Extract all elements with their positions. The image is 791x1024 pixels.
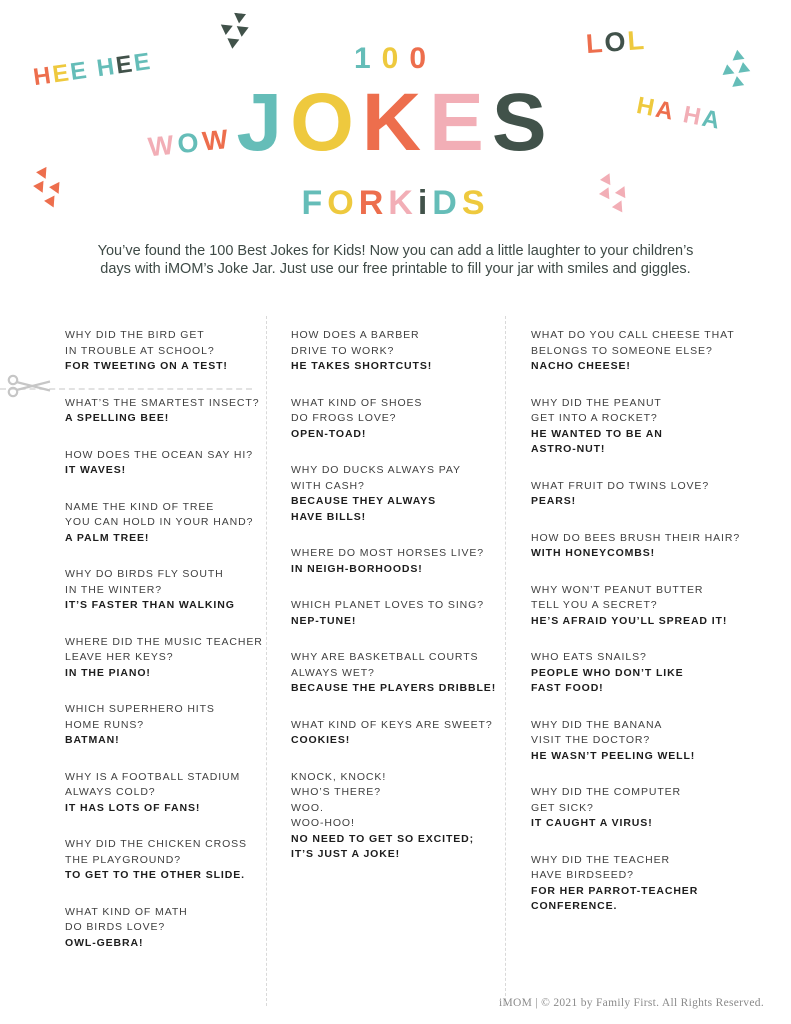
joke-item: [65, 702, 265, 749]
joke-answer-line: IT WAVES!: [65, 464, 126, 476]
joke-answer-line: IT HAS LOTS OF FANS!: [65, 801, 201, 814]
column-divider: [505, 316, 506, 1006]
joke-question-line: WHAT KIND OF KEYS ARE SWEET?: [291, 718, 493, 731]
joke-item: [65, 905, 265, 952]
joke-item: [65, 837, 265, 884]
joke-answer-line: BECAUSE THE PLAYERS DRIBBLE!: [291, 682, 497, 694]
joke-answer-line: IT’S JUST A JOKE!: [291, 848, 401, 860]
joke-item: [531, 853, 751, 915]
letter: H: [95, 52, 118, 83]
joke-item: [65, 448, 265, 479]
copyright-footer: iMOM | © 2021 by Family First. All Rights Reserved.: [499, 997, 764, 1009]
letter: K: [361, 77, 430, 168]
letter: 0: [381, 42, 410, 75]
letter: W: [200, 123, 234, 157]
joke-question-line: WHY DID THE PEANUT: [531, 396, 662, 409]
joke-question-line: YOU CAN HOLD IN YOUR HAND?: [65, 516, 254, 528]
joke-answer-line: FOR TWEETING ON A TEST!: [65, 360, 228, 372]
joke-question-line: THE PLAYGROUND?: [65, 853, 181, 866]
joke-item: [531, 396, 751, 458]
letter: E: [68, 56, 91, 86]
joke-question-line: WHY DID THE BIRD GET: [65, 329, 205, 341]
joke-item: [531, 718, 751, 765]
joke-question-line: ALWAYS COLD?: [65, 786, 156, 798]
joke-item: [65, 770, 265, 817]
joke-item: [531, 785, 751, 832]
letter: S: [491, 77, 555, 168]
joke-question-line: WHAT’S THE SMARTEST INSECT?: [65, 396, 260, 409]
joke-answer-line: NACHO CHEESE!: [531, 360, 631, 372]
joke-answer-line: NEP-TUNE!: [291, 614, 357, 627]
joke-question-line: HOW DO BEES BRUSH THEIR HAIR?: [531, 531, 741, 544]
joke-question-line: DO FROGS LOVE?: [291, 412, 397, 424]
letter: O: [327, 184, 359, 222]
joke-question-line: KNOCK, KNOCK!: [291, 770, 387, 783]
joke-item: [531, 650, 751, 697]
joke-question-line: WHY DO DUCKS ALWAYS PAY: [291, 464, 461, 476]
joke-answer-line: FOR HER PARROT-TEACHER: [531, 884, 699, 897]
letter: 0: [409, 42, 438, 75]
headline-count-100: [0, 42, 791, 76]
page-title-jokes: [0, 76, 791, 170]
joke-question-line: BELONGS TO SOMEONE ELSE?: [531, 344, 713, 357]
joke-answer-line: PEOPLE WHO DON’T LIKE: [531, 666, 684, 679]
joke-question-line: HOME RUNS?: [65, 718, 145, 731]
joke-answer-line: OPEN-TOAD!: [291, 427, 367, 440]
joke-question-line: HOW DOES A BARBER: [291, 329, 420, 341]
joke-question-line: WHAT KIND OF MATH: [65, 905, 188, 918]
scissors-icon: [6, 371, 54, 401]
joke-answer-line: HE TAKES SHORTCUTS!: [291, 360, 433, 372]
joke-item: [531, 583, 751, 630]
joke-answer-line: A PALM TREE!: [65, 531, 150, 544]
letter: H: [31, 61, 55, 92]
page-subtitle-for-kids: [0, 184, 791, 223]
joke-item: [531, 479, 751, 510]
joke-question-line: WHY WON’T PEANUT BUTTER: [531, 583, 704, 596]
joke-answer-line: OWL-GEBRA!: [65, 936, 144, 949]
letter: O: [603, 26, 629, 58]
letter: F: [301, 184, 328, 222]
joke-question-line: DO BIRDS LOVE?: [65, 921, 166, 933]
joke-answer-line: CONFERENCE.: [531, 900, 618, 912]
letter: 1: [353, 42, 382, 75]
joke-question-line: WHERE DID THE MUSIC TEACHER: [65, 635, 263, 648]
joke-item: [65, 635, 265, 682]
letter: H: [680, 101, 705, 132]
joke-question-line: TELL YOU A SECRET?: [531, 599, 658, 611]
joke-answer-line: TO GET TO THE OTHER SLIDE.: [65, 869, 245, 881]
joke-answer-line: NO NEED TO GET SO EXCITED;: [291, 832, 475, 845]
letter: E: [114, 50, 136, 80]
joke-answer-line: IN NEIGH-BORHOODS!: [291, 562, 423, 575]
joke-answer-line: BATMAN!: [65, 734, 120, 746]
joke-question-line: WHAT FRUIT DO TWINS LOVE?: [531, 479, 710, 492]
joke-answer-line: PEARS!: [531, 495, 577, 507]
joke-question-line: ALWAYS WET?: [291, 666, 375, 679]
joke-question-line: WHO EATS SNAILS?: [531, 651, 647, 663]
column-divider: [266, 316, 267, 1006]
joke-answer-line: IN THE PIANO!: [65, 666, 151, 679]
joke-answer-line: IT’S FASTER THAN WALKING: [65, 599, 235, 611]
joke-question-line: DRIVE TO WORK?: [291, 344, 395, 357]
joke-answer-line: HAVE BILLS!: [291, 510, 367, 523]
joke-column-3: [531, 328, 751, 936]
letter: E: [50, 59, 73, 89]
joke-question-line: WOO.: [291, 801, 324, 814]
joke-answer-line: IT CAUGHT A VIRUS!: [531, 817, 653, 829]
joke-question-line: WHY DID THE COMPUTER: [531, 786, 682, 798]
joke-question-line: WHY ARE BASKETBALL COURTS: [291, 651, 479, 663]
letter: R: [358, 184, 389, 222]
joke-item: [291, 650, 501, 697]
letter: S: [461, 184, 490, 222]
joke-question-line: WHY DID THE CHICKEN CROSS: [65, 838, 247, 850]
joke-item: [291, 598, 501, 629]
letter: J: [236, 77, 291, 168]
letter: A: [653, 95, 678, 126]
joke-question-line: WOO-HOO!: [291, 817, 355, 829]
joke-item: [531, 328, 751, 375]
letter: H: [634, 92, 659, 123]
joke-question-line: WHY DID THE BANANA: [531, 718, 663, 731]
joke-answer-line: WITH HONEYCOMBS!: [531, 547, 656, 559]
letter: O: [290, 77, 362, 168]
joke-item: [65, 396, 265, 427]
intro-line: You’ve found the 100 Best Jokes for Kids! Now you can add a little laughter to your children’s: [97, 243, 694, 259]
joke-question-line: WHO’S THERE?: [291, 786, 381, 798]
joke-item: [291, 718, 501, 749]
joke-item: [65, 328, 265, 375]
joke-item: [291, 463, 501, 525]
joke-answer-line: ASTRO-NUT!: [531, 443, 606, 455]
letter: i: [417, 184, 433, 222]
joke-question-line: NAME THE KIND OF TREE: [65, 500, 215, 513]
joke-column-2: [291, 328, 501, 884]
letter: A: [699, 104, 724, 135]
joke-answer-line: FAST FOOD!: [531, 682, 604, 694]
intro-line: days with iMOM’s Joke Jar. Just use our free printable to fill your jar with smiles and giggles.: [100, 260, 691, 277]
joke-answer-line: HE WASN’T PEELING WELL!: [531, 749, 696, 762]
joke-question-line: WITH CASH?: [291, 479, 365, 492]
joke-answer-line: COOKIES!: [291, 734, 351, 746]
joke-question-line: HAVE BIRDSEED?: [531, 869, 634, 881]
joke-question-line: IN THE WINTER?: [65, 583, 162, 596]
joke-item: [291, 396, 501, 443]
joke-question-line: VISIT THE DOCTOR?: [531, 734, 651, 746]
joke-answer-line: A SPELLING BEE!: [65, 412, 170, 424]
letter: E: [132, 47, 154, 78]
joke-question-line: GET INTO A ROCKET?: [531, 412, 658, 424]
letter: L: [584, 27, 606, 60]
joke-item: [65, 567, 265, 614]
joke-question-line: WHERE DO MOST HORSES LIVE?: [291, 547, 484, 559]
joke-question-line: HOW DOES THE OCEAN SAY HI?: [65, 448, 253, 461]
joke-column-1: [65, 328, 265, 972]
joke-question-line: WHY DID THE TEACHER: [531, 853, 671, 866]
joke-question-line: WHICH SUPERHERO HITS: [65, 703, 215, 715]
joke-item: [65, 500, 265, 547]
letter: W: [146, 129, 180, 163]
joke-item: [291, 546, 501, 577]
joke-question-line: IN TROUBLE AT SCHOOL?: [65, 344, 215, 357]
joke-question-line: WHAT KIND OF SHOES: [291, 396, 423, 409]
joke-question-line: WHAT DO YOU CALL CHEESE THAT: [531, 329, 735, 341]
joke-answer-line: BECAUSE THEY ALWAYS: [291, 495, 437, 507]
letter: O: [175, 126, 204, 160]
letter: K: [388, 184, 418, 222]
joke-item: [531, 531, 751, 562]
joke-question-line: WHY DO BIRDS FLY SOUTH: [65, 568, 224, 580]
joke-answer-line: HE’S AFRAID YOU’LL SPREAD IT!: [531, 614, 728, 627]
intro-paragraph: [0, 243, 791, 278]
letter: L: [626, 24, 647, 57]
joke-item: [291, 770, 501, 863]
joke-question-line: LEAVE HER KEYS?: [65, 651, 174, 663]
joke-item: [291, 328, 501, 375]
joke-answer-line: HE WANTED TO BE AN: [531, 427, 663, 440]
letter: D: [432, 184, 462, 222]
joke-question-line: WHY IS A FOOTBALL STADIUM: [65, 770, 241, 783]
joke-question-line: WHICH PLANET LOVES TO SING?: [291, 599, 484, 611]
letter: E: [429, 77, 492, 168]
joke-question-line: GET SICK?: [531, 801, 594, 814]
